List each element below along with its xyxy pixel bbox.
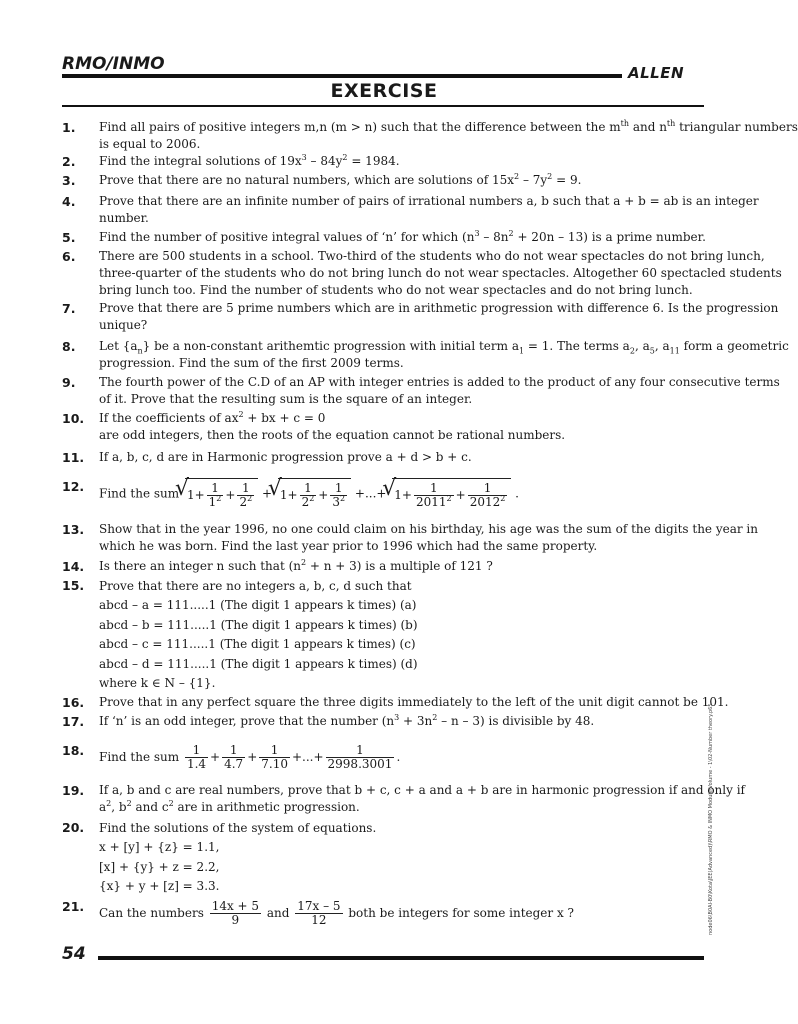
question-number: 7. <box>62 301 76 316</box>
question-line: bring lunch too. Find the number of students who do not wear spectacles and do not bring lunch. <box>99 283 693 297</box>
question-item <box>62 229 704 246</box>
question-number: 13. <box>62 522 85 537</box>
question-line: If a, b, c, d are in Harmonic progression prove a + d > b + c. <box>99 450 472 464</box>
question-line: There are 500 students in a school. Two-third of the students who do not wear spectacles do not bring lunch, <box>99 249 765 263</box>
question-item <box>62 193 759 227</box>
question-line: Prove that there are no natural numbers, which are solutions of $15x^2 - 7y^2 = 9$. <box>99 172 582 187</box>
question-text <box>99 577 704 693</box>
question-number: 10. <box>62 411 85 426</box>
question-number: 11. <box>62 450 85 465</box>
question-item <box>62 898 704 928</box>
question-item <box>62 338 789 372</box>
question-line: abcd – a = 111.....1 (The digit 1 appears k times) (a) <box>99 598 417 613</box>
question-text <box>99 338 789 372</box>
question-text <box>99 374 780 408</box>
question-item <box>62 153 704 170</box>
question-line: are odd integers, then the roots of the equation cannot be rational numbers. <box>99 428 566 442</box>
question-number: 16. <box>62 695 85 710</box>
question-line: progression. Find the sum of the first 2009 terms. <box>99 356 404 370</box>
question-line: number. <box>99 211 149 225</box>
question-item <box>62 558 704 575</box>
question-line: If ‘n’ is an odd integer, prove that the number $(n^3 + 3n^2 - n - 3)$ is divisible by 48. <box>99 713 595 728</box>
question-number: 3. <box>62 173 76 188</box>
question-number: 15. <box>62 578 85 593</box>
question-number: 18. <box>62 743 85 758</box>
side-file-path: node06\B0AI-B0\Kota\JEE(Advanced)\RMO & INMO Module\Volume - 1\02-Number theory.p65 <box>708 703 714 935</box>
question-item <box>62 713 704 730</box>
question-line: Prove that there are no integers a, b, c, d such that <box>99 579 412 593</box>
question-item <box>62 819 704 897</box>
question-item <box>62 577 704 693</box>
question-line: Is there an integer n such that $(n^2 + n + 3)$ is a multiple of 121 ? <box>99 558 493 573</box>
question-number: 4. <box>62 194 76 209</box>
question-item <box>62 782 745 816</box>
question-line: Find the solutions of the system of equations. <box>99 821 377 835</box>
question-line: $a^2$, $b^2$ and $c^2$ are in arithmetic progression. <box>99 799 360 814</box>
question-number: 5. <box>62 230 76 245</box>
brand-logo: ALLEN <box>628 64 685 82</box>
question-item <box>62 478 704 510</box>
question-number: 19. <box>62 783 85 798</box>
question-text <box>99 248 782 299</box>
page-number: 54 <box>62 944 86 964</box>
question-text <box>99 153 704 170</box>
question-line: Show that in the year 1996, no one could claim on his birthday, his age was the sum of the digits the year in <box>99 522 758 536</box>
question-text <box>99 742 704 772</box>
question-line: abcd – d = 111.....1 (The digit 1 appears k times) (d) <box>99 656 418 671</box>
question-text <box>99 713 704 730</box>
page-title: EXERCISE <box>330 80 438 102</box>
question-line: If a, b and c are real numbers, prove that b + c, c + a and a + b are in harmonic progression if and only if <box>99 783 745 797</box>
question-item <box>62 521 758 555</box>
question-line: is equal to 2006. <box>99 137 201 151</box>
question-item <box>62 119 798 153</box>
question-line: abcd – c = 111.....1 (The digit 1 appears k times) (c) <box>99 637 416 652</box>
question-number: 1. <box>62 120 76 135</box>
question-line: abcd – b = 111.....1 (The digit 1 appears k times) (b) <box>99 617 418 632</box>
question-item <box>62 742 704 772</box>
question-text <box>99 782 745 816</box>
question-item <box>62 694 729 711</box>
question-text <box>99 410 704 444</box>
question-line: Can the numbers $\frac{14x + 5}{9}$ and $\frac{17x - 5}{12}$ both be integers for some integer x ? <box>99 899 574 927</box>
question-text <box>99 558 704 575</box>
question-line: Find all pairs of positive integers m,n (m > n) such that the difference between the $m^{th}$ and $n^{th}$ triangular numbers <box>99 119 798 134</box>
question-item <box>62 300 779 334</box>
question-line: which he was born. Find the last year prior to 1996 which had the same property. <box>99 539 598 553</box>
footer-rule <box>98 956 704 960</box>
question-text <box>99 898 704 928</box>
question-number: 6. <box>62 249 76 264</box>
question-line: {x} + y + [z] = 3.3. <box>99 879 220 894</box>
question-line: Prove that in any perfect square the three digits immediately to the left of the unit digit cannot be 101. <box>99 695 729 709</box>
question-text <box>99 478 704 510</box>
question-number: 14. <box>62 559 85 574</box>
question-line: unique? <box>99 318 148 332</box>
question-number: 12. <box>62 479 85 494</box>
question-line: Find the sum $\frac{1}{1.4}$ + $\frac{1}{4.7}$ + $\frac{1}{7.10}$ +...+ $\frac{1}{2998.3001}$ . <box>99 743 401 771</box>
question-number: 20. <box>62 820 85 835</box>
question-line: three-quarter of the students who do not bring lunch do not wear spectacles. Altogether 60 spectacled students <box>99 266 782 280</box>
question-line: Find the sum √ 1+ $\frac{1}{1^2}$ + $\frac{1}{2^2}$ + √ 1+ $\frac{1}{2^2}$ + $\frac{1}{3^2}$ +...+ √ 1+ $\frac{1}{2011^2}$ + $\frac{1}{2012^2}$ . <box>99 478 704 510</box>
title-rule <box>62 105 704 107</box>
question-item <box>62 248 782 299</box>
question-number: 9. <box>62 375 76 390</box>
question-item <box>62 410 704 444</box>
question-item <box>62 172 704 189</box>
header-left: RMO/INMO <box>62 54 165 74</box>
question-line: where k ∈ N – {1}. <box>99 676 216 691</box>
question-text <box>99 229 704 246</box>
header-rule <box>62 74 622 78</box>
question-text <box>99 521 758 555</box>
question-text <box>99 819 704 897</box>
question-number: 8. <box>62 339 76 354</box>
question-text <box>99 119 798 153</box>
question-item <box>62 374 780 408</box>
question-line: of it. Prove that the resulting sum is the square of an integer. <box>99 392 473 406</box>
question-line: Let $\{a_n\}$ be a non-constant arithemtic progression with initial term $a_1 = 1$. The terms $a_2$, $a_5$, $a_{11}$ form a geometric <box>99 339 789 356</box>
question-text <box>99 300 779 334</box>
question-line: The fourth power of the C.D of an AP with integer entries is added to the product of any four consecutive terms <box>99 375 780 389</box>
question-item <box>62 449 704 466</box>
question-line: [x] + {y} + z = 2.2, <box>99 859 220 874</box>
question-number: 2. <box>62 154 76 169</box>
question-number: 21. <box>62 899 85 914</box>
question-line: Prove that there are 5 prime numbers which are in arithmetic progression with difference 6. Is the progression <box>99 301 779 315</box>
question-line: Find the integral solutions of $19x^3 - 84y^2 = 1984$. <box>99 153 400 168</box>
question-line: Find the number of positive integral values of ‘n’ for which $(n^3 - 8n^2 + 20n - 13)$ is a prime number. <box>99 229 706 244</box>
question-text <box>99 694 729 711</box>
question-text <box>99 172 704 189</box>
question-text <box>99 193 759 227</box>
question-line: x + [y] + {z} = 1.1, <box>99 840 220 855</box>
question-number: 17. <box>62 714 85 729</box>
question-line: Prove that there are an infinite number of pairs of irrational numbers a, b such that a + b = ab is an integer <box>99 194 759 208</box>
question-line: If the coefficients of $ax^2$ + bx + c = 0 <box>99 410 326 425</box>
question-text <box>99 449 704 466</box>
